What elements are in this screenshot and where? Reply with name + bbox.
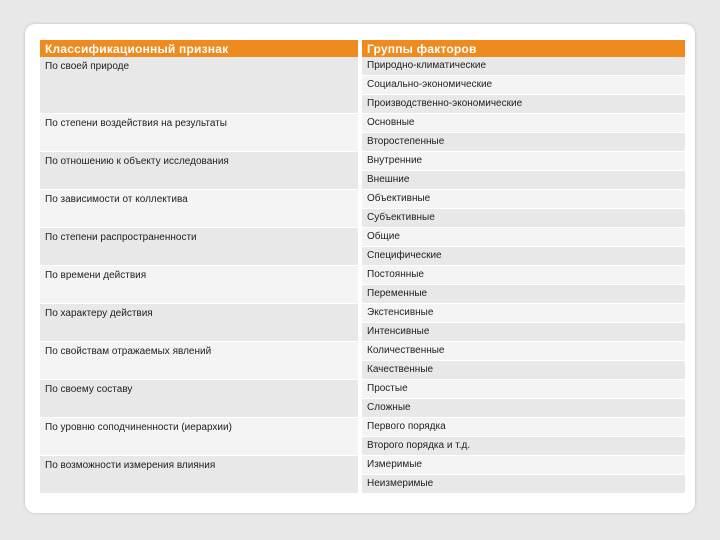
group-cell: Объективные: [362, 190, 685, 209]
table-row: [40, 152, 685, 171]
table-row: [40, 418, 685, 437]
table-row: [40, 304, 685, 323]
criterion-cell: По своему составу: [40, 380, 358, 418]
group-cell: Переменные: [362, 285, 685, 304]
criterion-cell: По уровню соподчиненности (иерархии): [40, 418, 358, 456]
group-cell: Общие: [362, 228, 685, 247]
group-cell: Социально-экономические: [362, 76, 685, 95]
group-cell: Внешние: [362, 171, 685, 190]
criterion-cell: По степени воздействия на результаты: [40, 114, 358, 152]
table-row: [40, 114, 685, 133]
header-groups: Группы факторов: [362, 40, 685, 57]
table-row: [40, 190, 685, 209]
table-row: [40, 456, 685, 475]
group-cell: Субъективные: [362, 209, 685, 228]
header-classification: Классификационный признак: [40, 40, 358, 57]
group-cell: Сложные: [362, 399, 685, 418]
criterion-cell: По характеру действия: [40, 304, 358, 342]
criterion-cell: По свойствам отражаемых явлений: [40, 342, 358, 380]
criterion-cell: По времени действия: [40, 266, 358, 304]
table-row: [40, 342, 685, 361]
criterion-cell: По степени распространенности: [40, 228, 358, 266]
group-cell: Основные: [362, 114, 685, 133]
group-cell: Постоянные: [362, 266, 685, 285]
group-cell: Количественные: [362, 342, 685, 361]
table-header-row: [40, 40, 685, 57]
group-cell: Интенсивные: [362, 323, 685, 342]
criterion-cell: По своей природе: [40, 57, 358, 114]
group-cell: Первого порядка: [362, 418, 685, 437]
group-cell: Природно-климатические: [362, 57, 685, 76]
table-row: [40, 266, 685, 285]
criterion-cell: По возможности измерения влияния: [40, 456, 358, 494]
group-cell: Неизмеримые: [362, 475, 685, 494]
group-cell: Измеримые: [362, 456, 685, 475]
criterion-cell: По зависимости от коллектива: [40, 190, 358, 228]
table-row: [40, 228, 685, 247]
table-body: [40, 57, 685, 494]
table-row: [40, 380, 685, 399]
group-cell: Специфические: [362, 247, 685, 266]
group-cell: Качественные: [362, 361, 685, 380]
factors-table: [40, 40, 685, 494]
group-cell: Второго порядка и т.д.: [362, 437, 685, 456]
group-cell: Производственно-экономические: [362, 95, 685, 114]
group-cell: Второстепенные: [362, 133, 685, 152]
group-cell: Внутренние: [362, 152, 685, 171]
criterion-cell: По отношению к объекту исследования: [40, 152, 358, 190]
group-cell: Простые: [362, 380, 685, 399]
group-cell: Экстенсивные: [362, 304, 685, 323]
table-row: [40, 57, 685, 76]
